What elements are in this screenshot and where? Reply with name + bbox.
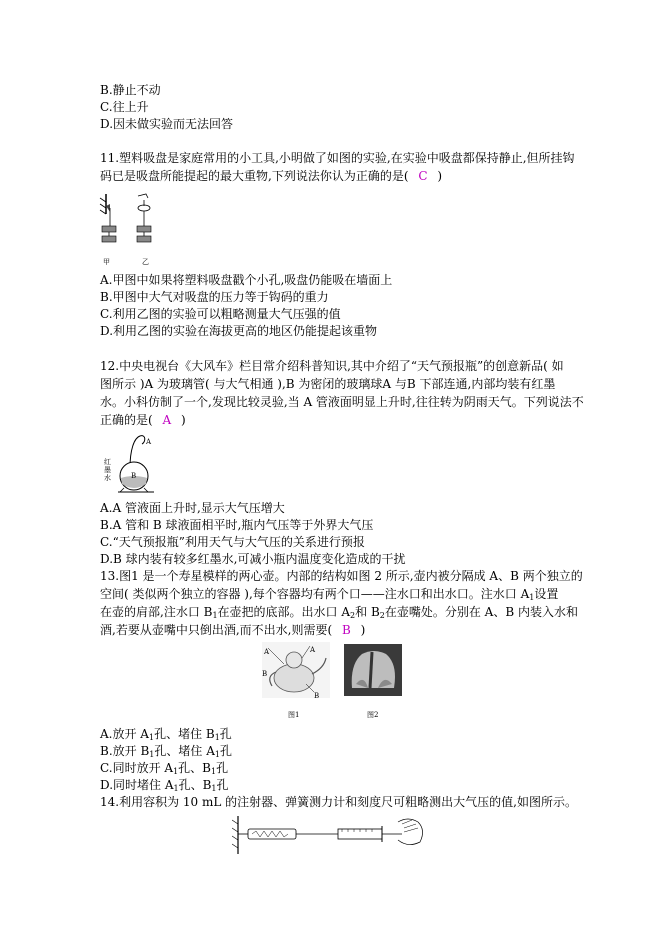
q13-opt-c-3: 孔 [216, 761, 229, 775]
q11-stem-text: 码已是吸盘所能提起的最大重物,下列说法你认为正确的是( [100, 169, 409, 183]
q13-opt-b-sub1: 1 [149, 750, 155, 759]
q10-option-b: B.静止不动 [100, 83, 161, 97]
q13-fig-label-a2: A [310, 646, 316, 654]
q13-l3-c: 和 B [355, 605, 380, 619]
q13-stem-text: 酒,若要从壶嘴中只倒出酒,而不出水,则需要( [100, 623, 333, 637]
q10-option-d: D.因未做实验而无法回答 [100, 117, 234, 131]
q13-stem-line4 [100, 622, 365, 638]
q12-option-a: A.A 管液面上升时,显示大气压增大 [100, 501, 285, 515]
q13-opt-d-sub2: 1 [211, 784, 217, 793]
q13-opt-a-1: A.放开 A [100, 727, 149, 741]
q12-option-b: B.A 管和 B 球液面相平时,瓶内气压等于外界大气压 [100, 518, 374, 532]
q12-fig-label-b: B [131, 472, 137, 480]
q12-fig-label-ink: 墨 [104, 466, 111, 474]
q13-opt-b-sub2: 1 [214, 750, 220, 759]
q13-stem-line2 [100, 586, 558, 606]
q13-opt-b-2: 孔、堵住 A [154, 744, 215, 758]
q13-answer: B [341, 623, 351, 637]
q11-option-d: D.利用乙图的实验在海拔更高的地区仍能提起该重物 [100, 324, 378, 338]
q14-stem: 14.利用容积为 10 mL 的注射器、弹簧测力计和刻度尺可粗略测出大气压的值,如图所示。 [100, 795, 577, 809]
q13-opt-d-3: 孔 [216, 778, 229, 792]
q11-stem-line2 [100, 168, 442, 184]
q12-stem-line3: 水。小科仿制了一个,发现比较灵验,当 A 管液面明显上升时,往往转为阴雨天气。下列说法不 [100, 395, 584, 409]
q13-l3-d: 在壶嘴处。分别在 A、B 内装入水和 [384, 605, 578, 619]
q13-l3-a: 在壶的肩部,注水口 B [100, 605, 213, 619]
q12-stem-close: ) [181, 413, 186, 427]
q13-l3-b: 在壶把的底部。出水口 A [217, 605, 351, 619]
q13-l3-sub1: 1 [212, 611, 218, 620]
q13-l2-text: 空间( 类似两个独立的容器 ),每个容器均有两个口——注水口和出水口。注水口 A [100, 587, 530, 601]
q14-syringe-figure [232, 812, 432, 856]
q13-l3-sub2: 2 [350, 611, 356, 620]
q12-stem-line2: 图所示 )A 为玻璃管( 与大气相通 ),B 为密闭的玻璃球A 与B 下部连通,内部均装有红墨 [100, 377, 556, 391]
q13-opt-a-2: 孔、堵住 B [154, 727, 215, 741]
q12-stem-line1: 12.中央电视台《大风车》栏目常介绍科普知识,其中介绍了“天气预报瓶”的创意新品( 如 [100, 359, 564, 373]
q11-stem-line1: 11.塑料吸盘是家庭常用的小工具,小明做了如图的实验,在实验中吸盘都保持静止,但所挂钩 [100, 151, 575, 165]
q12-option-d: D.B 球内装有较多红墨水,可减小瓶内温度变化造成的干扰 [100, 552, 406, 566]
q13-opt-b-1: B.放开 B [100, 744, 150, 758]
q13-fig-caption-2: 图2 [367, 711, 379, 719]
q13-opt-a-3: 孔 [219, 727, 232, 741]
q11-option-a: A.甲图中如果将塑料吸盘戳个小孔,吸盘仍能吸在墙面上 [100, 273, 393, 287]
q13-fig-label-b1: B [262, 670, 268, 678]
q13-fig-caption-1: 图1 [288, 711, 300, 719]
q12-answer: A [162, 413, 172, 427]
q13-opt-c-sub1: 1 [173, 767, 179, 776]
q13-opt-d-2: 孔、B [178, 778, 212, 792]
q12-option-c: C.“天气预报瓶”利用天气与大气压的关系进行预报 [100, 535, 365, 549]
q13-opt-c-1: C.同时放开 A [100, 761, 174, 775]
q13-fig-label-a1: A [264, 648, 270, 656]
q13-stem-close: ) [360, 623, 366, 637]
q11-option-b: B.甲图中大气对吸盘的压力等于钩码的重力 [100, 290, 329, 304]
q11-option-c: C.利用乙图的实验可以粗略测量大气压强的值 [100, 307, 341, 321]
q13-teapot-figure [262, 642, 330, 698]
q12-stem-text: 正确的是( [100, 413, 153, 427]
q12-fig-label-red: 红 [104, 458, 111, 466]
q13-l3-sub3: 2 [379, 611, 385, 620]
q13-opt-c-2: 孔、B [178, 761, 211, 775]
q13-opt-d-sub1: 1 [173, 784, 179, 793]
q12-fig-label-a: A [146, 438, 152, 446]
q13-cross-section-figure [344, 644, 402, 696]
q12-stem-line4 [100, 412, 186, 428]
q13-opt-a-sub2: 1 [214, 733, 220, 742]
q13-opt-c-sub2: 1 [210, 767, 217, 776]
q11-fig-label-yi: 乙 [142, 258, 149, 266]
q13-l2-sub: 1 [529, 593, 535, 602]
q13-stem-line1: 13.图1 是一个寿星模样的两心壶。内部的结构如图 2 所示,壶内被分隔成 A、B 两个独立的 [100, 569, 583, 583]
q10-option-c: C.往上升 [100, 100, 149, 114]
q11-stem-close: ) [437, 169, 443, 183]
q13-l2-text-b: 设置 [534, 587, 559, 601]
q13-opt-b-3: 孔 [219, 744, 232, 758]
q13-fig-label-b2: B [314, 692, 320, 700]
q12-fig-label-water: 水 [104, 474, 111, 482]
q13-stem-line3 [100, 604, 578, 624]
q11-answer: C [418, 169, 428, 183]
q13-opt-d-1: D.同时堵住 A [100, 778, 174, 792]
q11-fig-label-jia: 甲 [103, 258, 110, 266]
q13-opt-a-sub1: 1 [148, 733, 155, 742]
